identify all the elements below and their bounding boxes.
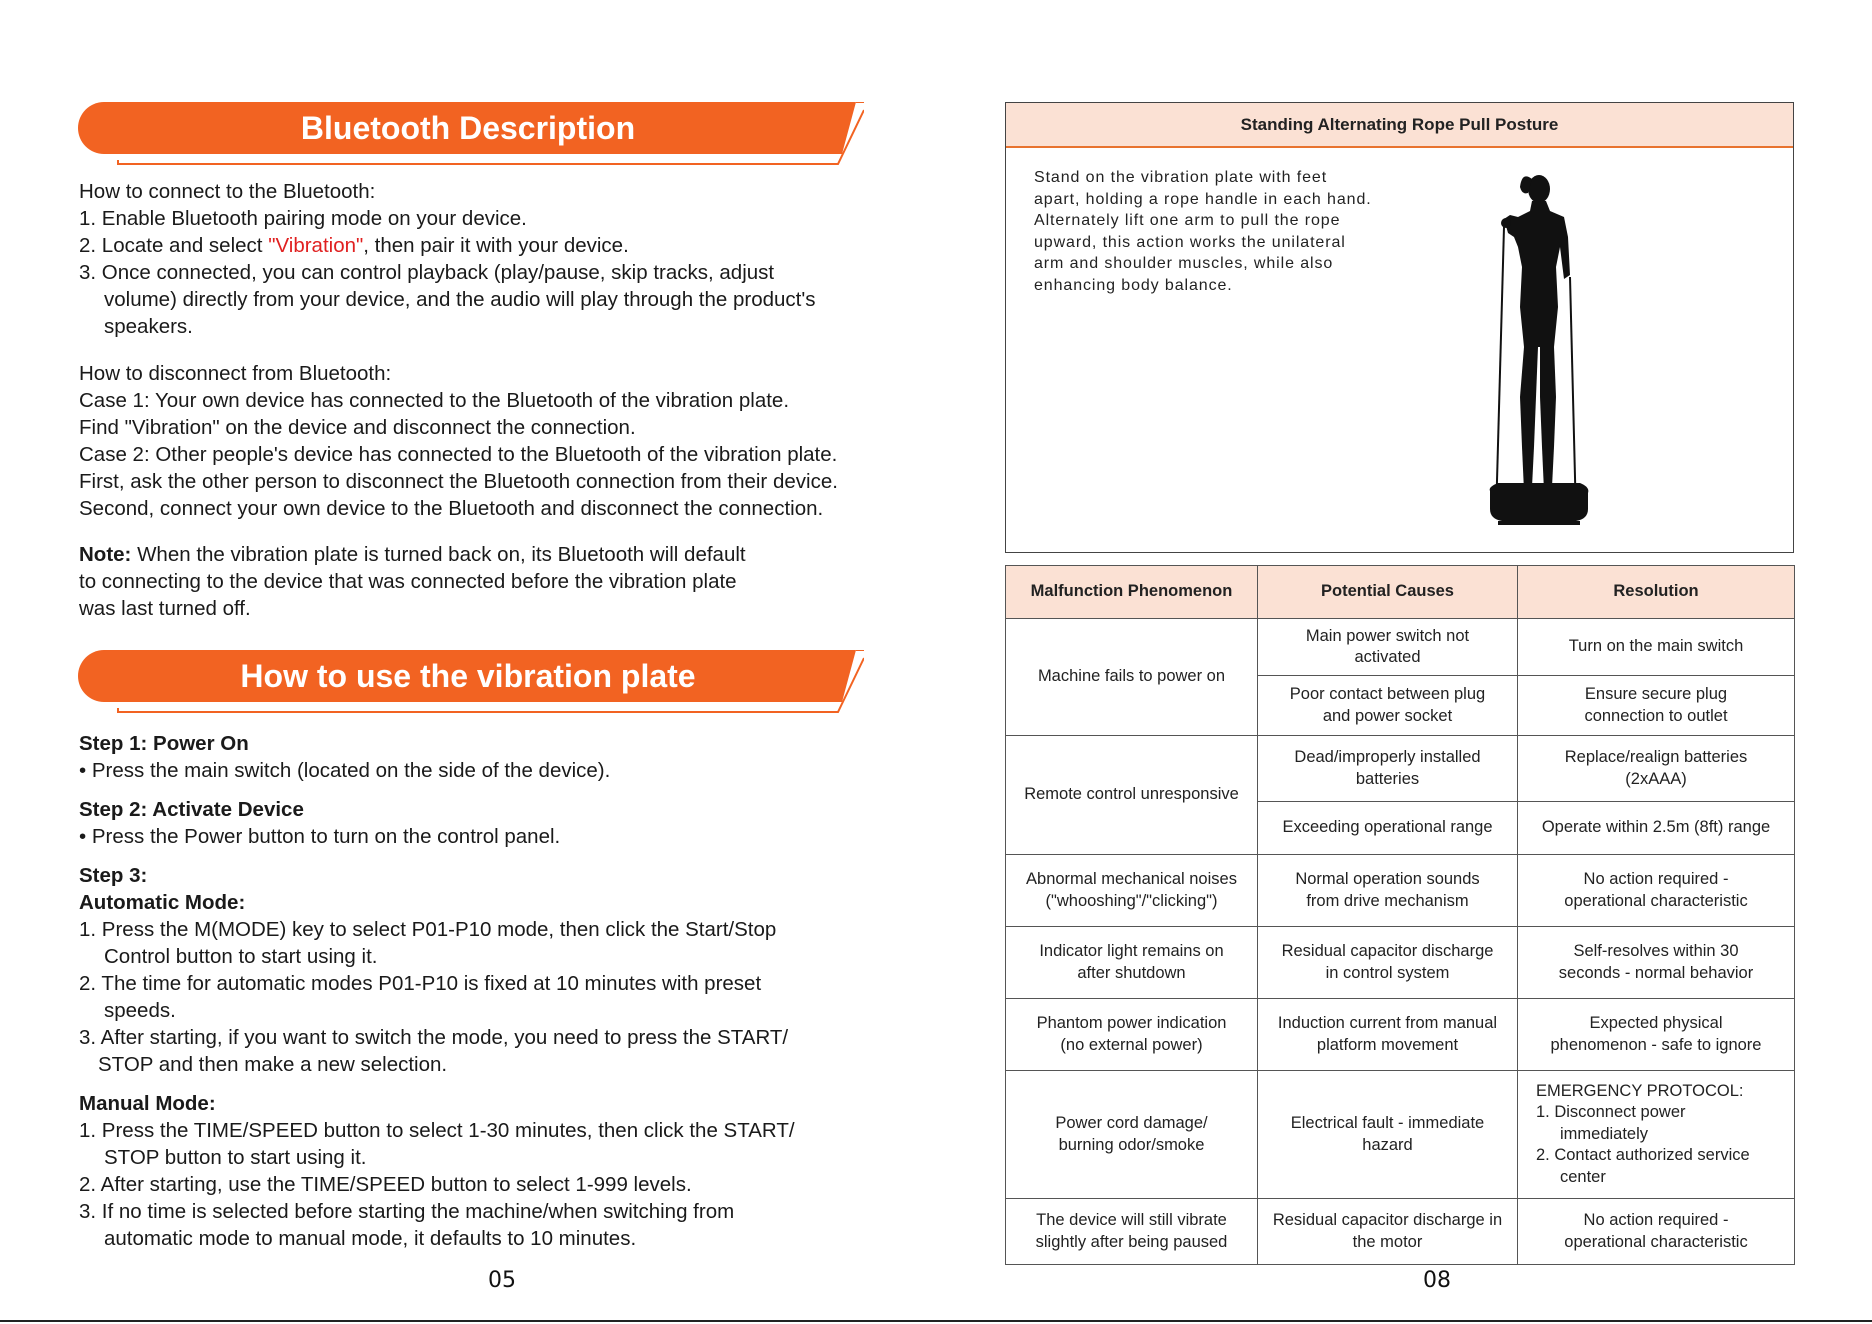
resolution-cell (1518, 927, 1795, 999)
cell-line: seconds - normal behavior (1558, 963, 1754, 982)
bluetooth-note (79, 541, 746, 622)
step-title: Step 3: (79, 864, 148, 887)
phenomenon-cell (1006, 927, 1258, 999)
column-header: Malfunction Phenomenon (1006, 566, 1258, 619)
cell-line: Poor contact between plug (1289, 685, 1486, 703)
step-text: 2. Locate and select (79, 234, 269, 257)
mode-title: Manual Mode: (79, 1092, 216, 1115)
phenomenon-cell: Machine fails to power on (1006, 619, 1258, 736)
disconnect-line: Second, connect your own device to the Bluetooth and disconnect the connection. (79, 497, 824, 520)
bluetooth-section-banner (78, 102, 864, 172)
posture-description (1034, 167, 1454, 296)
mode-step: 3. If no time is selected before starting the machine/when switching from (79, 1200, 735, 1223)
mode-step-cont: Control button to start using it. (104, 945, 378, 968)
cell-line: No action required - (1583, 1211, 1729, 1229)
note-line (79, 541, 746, 568)
posture-line: Stand on the vibration plate with feet (1034, 169, 1328, 186)
cause-cell (1258, 619, 1518, 676)
mode-step: 2. After starting, use the TIME/SPEED button to select 1-999 levels. (79, 1173, 692, 1196)
cell-line: (no external power) (1060, 1035, 1203, 1054)
mode-step: 1. Press the TIME/SPEED button to select 1-30 minutes, then click the START/ (79, 1119, 795, 1142)
posture-title: Standing Alternating Rope Pull Posture (1006, 103, 1793, 148)
protocol-step-cont: immediately (1560, 1124, 1649, 1143)
connect-step-cont: volume) directly from your device, and the audio will play through the product's (104, 288, 816, 311)
step-title: Step 2: Activate Device (79, 798, 304, 821)
cell-line: (2xAAA) (1625, 769, 1687, 788)
phenomenon-cell (1006, 1199, 1258, 1265)
woman-silhouette-icon (1484, 157, 1594, 547)
cell-line: Induction current from manual (1277, 1014, 1498, 1032)
page-number: 08 (1423, 1268, 1451, 1293)
resolution-cell (1518, 999, 1795, 1071)
page-bottom-divider (0, 1320, 1872, 1322)
posture-line: upward, this action works the unilateral (1034, 233, 1346, 251)
table-row (1006, 927, 1795, 999)
cell-line: Self-resolves within 30 (1573, 942, 1739, 960)
column-header: Potential Causes (1258, 566, 1518, 619)
table-row (1006, 1199, 1795, 1265)
connect-heading: How to connect to the Bluetooth: (79, 180, 376, 203)
table-row (1006, 619, 1795, 676)
cell-line: after shutdown (1077, 963, 1186, 982)
mode-step-cont: STOP button to start using it. (104, 1146, 367, 1169)
cell-line: Normal operation sounds (1295, 870, 1480, 888)
mode-title: Automatic Mode: (79, 891, 246, 914)
posture-line: enhancing body balance. (1034, 276, 1233, 294)
cause-cell (1258, 927, 1518, 999)
usage-steps (79, 730, 795, 1252)
cell-line: Indicator light remains on (1039, 942, 1224, 960)
resolution-cell: Turn on the main switch (1518, 619, 1795, 676)
table-row (1006, 736, 1795, 802)
cell-line: hazard (1362, 1135, 1413, 1154)
mode-step-cont: STOP and then make a new selection. (98, 1053, 448, 1076)
table-header-row (1006, 566, 1795, 619)
section-title: Bluetooth Description (300, 109, 636, 146)
table-row (1006, 855, 1795, 927)
cause-cell (1258, 676, 1518, 736)
resolution-cell (1518, 1199, 1795, 1265)
cause-cell (1258, 855, 1518, 927)
posture-line: arm and shoulder muscles, while also (1034, 255, 1334, 272)
disconnect-line: First, ask the other person to disconnect the Bluetooth connection from their device. (79, 470, 838, 493)
mode-step: 3. After starting, if you want to switch the mode, you need to press the START/ (79, 1026, 789, 1049)
cell-line: from drive mechanism (1306, 891, 1469, 910)
bluetooth-disconnect-instructions (79, 360, 838, 522)
cell-line: the motor (1352, 1232, 1423, 1251)
cause-cell (1258, 1199, 1518, 1265)
bluetooth-connect-instructions (79, 178, 816, 340)
disconnect-line: Case 2: Other people's device has connected to the Bluetooth of the vibration plate. (79, 443, 838, 466)
cell-line: Abnormal mechanical noises (1026, 870, 1237, 888)
disconnect-line: Case 1: Your own device has connected to the Bluetooth of the vibration plate. (79, 389, 790, 412)
step-text: , then pair it with your device. (363, 234, 629, 257)
connect-step: 3. Once connected, you can control playback (play/pause, skip tracks, adjust (79, 261, 775, 284)
resolution-cell (1518, 855, 1795, 927)
troubleshooting-table (1005, 565, 1795, 1265)
cell-line: Expected physical (1589, 1014, 1723, 1032)
cell-line: slightly after being paused (1035, 1232, 1228, 1251)
cell-line: Power cord damage/ (1055, 1114, 1208, 1132)
cause-cell (1258, 736, 1518, 802)
cell-line: burning odor/smoke (1058, 1135, 1205, 1154)
cause-cell (1258, 1071, 1518, 1199)
cell-line: No action required - (1583, 870, 1729, 888)
disconnect-line: Find "Vibration" on the device and disconnect the connection. (79, 416, 636, 439)
cell-line: and power socket (1322, 706, 1453, 725)
posture-line: apart, holding a rope handle in each hand. (1034, 190, 1372, 208)
cell-line: operational characteristic (1564, 891, 1748, 910)
cell-line: Residual capacitor discharge in (1272, 1211, 1503, 1229)
column-header: Resolution (1518, 566, 1795, 619)
cause-cell (1258, 999, 1518, 1071)
phenomenon-cell (1006, 855, 1258, 927)
connect-step (79, 232, 816, 259)
phenomenon-cell (1006, 1071, 1258, 1199)
disconnect-heading: How to disconnect from Bluetooth: (79, 362, 392, 385)
mode-step-cont: automatic mode to manual mode, it defaults to 10 minutes. (104, 1227, 637, 1250)
cell-line: The device will still vibrate (1036, 1211, 1227, 1229)
mode-step: 2. The time for automatic modes P01-P10 is fixed at 10 minutes with preset (79, 972, 762, 995)
cell-line: operational characteristic (1564, 1232, 1748, 1251)
note-text: When the vibration plate is turned back on, its Bluetooth will default (131, 543, 746, 566)
cell-line: phenomenon - safe to ignore (1550, 1035, 1762, 1054)
posture-panel (1005, 102, 1794, 553)
cell-line: Main power switch not (1305, 626, 1470, 645)
connect-step: 1. Enable Bluetooth pairing mode on your device. (79, 207, 527, 230)
note-line: was last turned off. (79, 597, 251, 620)
step-title: Step 1: Power On (79, 732, 249, 755)
page-number: 05 (488, 1268, 516, 1293)
cell-line: Ensure secure plug (1584, 685, 1728, 703)
phenomenon-cell (1006, 999, 1258, 1071)
table-row (1006, 1071, 1795, 1199)
cell-line: batteries (1355, 769, 1420, 788)
resolution-cell (1518, 1071, 1795, 1199)
resolution-cell: Operate within 2.5m (8ft) range (1518, 802, 1795, 855)
cell-line: Dead/improperly installed (1294, 748, 1481, 766)
resolution-cell (1518, 676, 1795, 736)
note-label: Note: (79, 543, 132, 566)
cell-line: Phantom power indication (1036, 1014, 1227, 1032)
device-name-highlight: "Vibration" (268, 234, 364, 257)
cell-line: Replace/realign batteries (1564, 748, 1748, 766)
posture-line: Alternately lift one arm to pull the rope (1034, 212, 1341, 229)
mode-step-cont: speeds. (104, 999, 176, 1022)
protocol-step: 2. Contact authorized service (1536, 1146, 1750, 1165)
resolution-cell (1518, 736, 1795, 802)
cell-line: Electrical fault - immediate (1290, 1114, 1485, 1132)
note-line: to connecting to the device that was connected before the vibration plate (79, 570, 737, 593)
cell-line: ("whooshing"/"clicking") (1045, 891, 1218, 910)
table-row (1006, 999, 1795, 1071)
connect-step-cont: speakers. (104, 315, 193, 338)
protocol-step: 1. Disconnect power (1536, 1103, 1686, 1122)
usage-section-banner (78, 650, 864, 720)
cell-line: in control system (1325, 963, 1450, 982)
cause-cell: Exceeding operational range (1258, 802, 1518, 855)
protocol-title: EMERGENCY PROTOCOL: (1536, 1081, 1744, 1100)
phenomenon-cell: Remote control unresponsive (1006, 736, 1258, 855)
cell-line: platform movement (1316, 1035, 1459, 1054)
cell-line: activated (1354, 648, 1421, 666)
step-text: • Press the Power button to turn on the control panel. (79, 825, 561, 848)
cell-line: Residual capacitor discharge (1281, 942, 1494, 960)
step-text: • Press the main switch (located on the side of the device). (79, 759, 611, 782)
protocol-step-cont: center (1560, 1167, 1606, 1186)
mode-step: 1. Press the M(MODE) key to select P01-P10 mode, then click the Start/Stop (79, 918, 777, 941)
section-title: How to use the vibration plate (240, 657, 696, 694)
cell-line: connection to outlet (1584, 706, 1728, 725)
